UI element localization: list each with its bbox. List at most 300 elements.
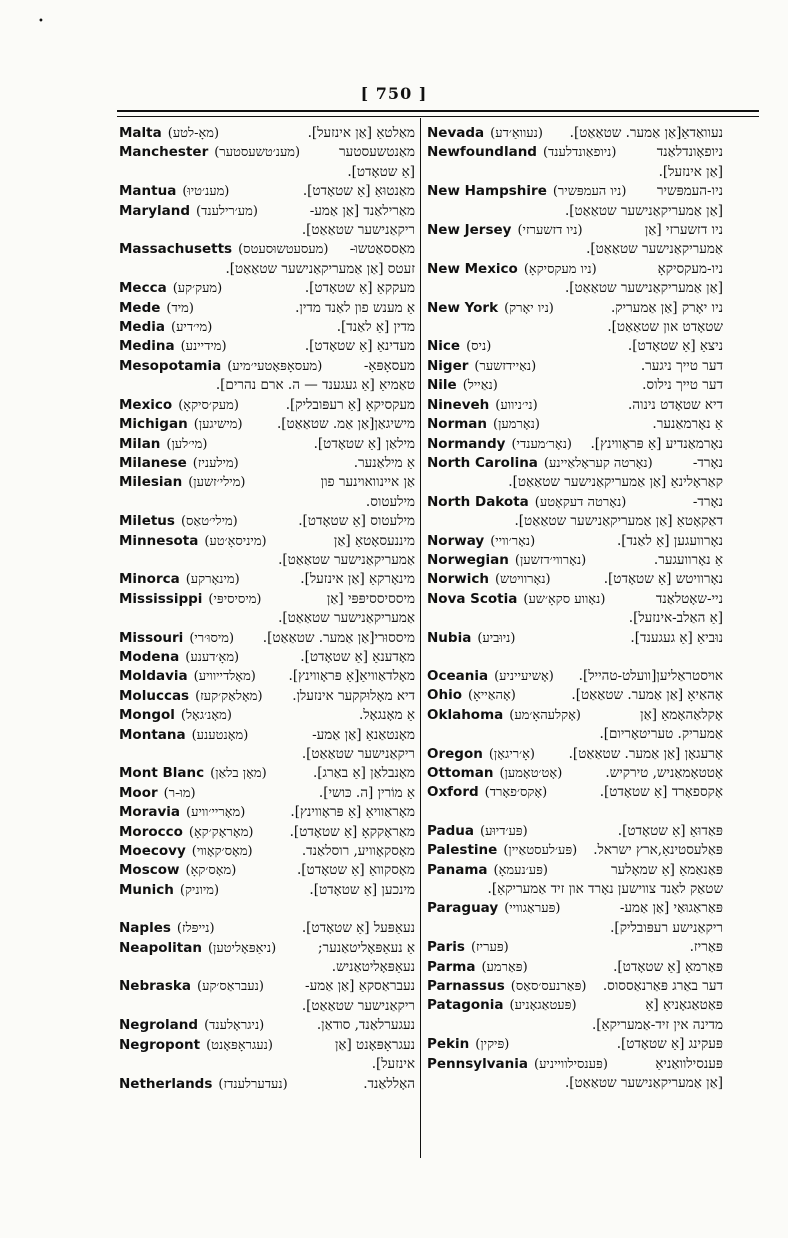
dictionary-entry (427, 532, 723, 551)
entry-definition: מאַלטאַ [אַן אינזעל]. (307, 125, 415, 141)
entry-pronunciation: (פּאַרמע) (481, 959, 528, 975)
entry-pronunciation: (מיד) (166, 300, 194, 316)
dictionary-entry (119, 473, 415, 512)
left-column (119, 124, 415, 1094)
dictionary-entry (427, 686, 723, 705)
entry-term: North Carolina (427, 454, 538, 471)
entry-definition: מעסאָפּאָ- (363, 357, 415, 374)
entry-term: Newfoundland (427, 144, 537, 161)
entry-definition: מאַנטוּאַ [אַ שטאָדט]. (302, 183, 415, 200)
entry-pronunciation: (מילי׳טאַס) (180, 514, 238, 530)
entry-pronunciation: (אָשיעייניע) (494, 668, 554, 684)
entry-pronunciation: (מידיינע) (180, 339, 227, 355)
entry-pronunciation: (מישיגען) (193, 417, 243, 433)
entry-pronunciation: (מעסאָפּאָטעי׳מיע) (227, 358, 323, 374)
entry-headline (119, 143, 415, 162)
entry-definition: מאַססאַטשוּ- (349, 241, 415, 258)
entry-term: Miletus (119, 513, 175, 530)
entry-pronunciation: (אָט׳טאָמען) (499, 766, 563, 781)
entry-headline (119, 570, 415, 589)
entry-headline (119, 202, 415, 221)
entry-definition: אַ מוֹרין [ה. כּושי]. (318, 784, 415, 801)
entry-headline (119, 629, 415, 648)
entry-definition: מינאָרקאַ [אַן אינזעל]. (300, 571, 415, 588)
entry-definition-continued: שטאָדט און שטאַאַט]. (607, 319, 723, 336)
dictionary-entry (427, 221, 723, 260)
entry-term: Munich (119, 881, 174, 898)
entry-definition: מינכען [אַ שטאָדט]. (309, 881, 415, 898)
entry-headline (119, 726, 415, 745)
dictionary-entry (119, 881, 415, 900)
dictionary-entry (427, 822, 723, 841)
entry-pronunciation: (מעק׳סיקאָ) (178, 397, 239, 413)
dictionary-entry (427, 182, 723, 221)
dictionary-entry (427, 590, 723, 629)
dictionary-entry (427, 1055, 723, 1094)
entry-definition: אַן איינוואוינער פון (320, 474, 415, 491)
entry-term: Oxford (427, 784, 479, 801)
entry-term: New Hampshire (427, 183, 547, 200)
column-divider (420, 118, 421, 1158)
dictionary-entry (119, 706, 415, 725)
entry-pronunciation: (פּע׳לעסטאַיין) (503, 843, 578, 859)
entry-headline (119, 415, 415, 434)
entry-definition-continued: ריקאַנישער שטאַאַט]. (301, 222, 415, 239)
corner-mark: • (38, 16, 44, 27)
entry-headline (119, 512, 415, 531)
entry-term: Parma (427, 958, 476, 975)
entry-definition-continued: אַמעריקאַנישער שטאַאַט]. (278, 551, 415, 568)
entry-term: Paris (427, 939, 465, 956)
entry-pronunciation: (נאָרטה דעקאָטע) (534, 494, 627, 510)
entry-pronunciation: (אָ׳ריגאָן) (488, 746, 535, 762)
entry-term: Palestine (427, 842, 498, 859)
dictionary-entry (427, 745, 723, 764)
entry-pronunciation: (פּיקין) (475, 1037, 510, 1053)
entry-term: Morocco (119, 823, 183, 840)
entry-headline (427, 899, 723, 918)
dictionary-entry (119, 279, 415, 298)
entry-headline (427, 822, 723, 841)
entry-definition-continued: טאַמיאַ [אַ געגענד — ה. ארם נהרים]. (215, 377, 415, 394)
entry-pronunciation: (מאָן בלאַן) (210, 766, 267, 782)
dictionary-entry (119, 861, 415, 880)
entry-term: Oklahoma (427, 706, 504, 723)
dictionary-entry (119, 629, 415, 648)
entry-pronunciation: (נאָר׳וויי) (490, 533, 536, 549)
dictionary-entry (119, 842, 415, 861)
entry-definition: מעקקאַ [אַ שטאָדט]. (304, 280, 415, 297)
dictionary-entry (119, 240, 415, 279)
dictionary-entry (119, 1016, 415, 1035)
entry-headline (427, 938, 723, 957)
entry-term: Naples (119, 920, 171, 937)
entry-definition-continued: זעטס [אַן אַמעריקאַנישער שטאַאַט]. (225, 260, 415, 277)
entry-term: Mede (119, 299, 161, 316)
entry-pronunciation: (מיוניק) (179, 882, 220, 898)
entry-headline (119, 803, 415, 822)
right-column (427, 124, 723, 1094)
entry-pronunciation: (מעסעטשוּסעטס) (238, 242, 329, 258)
entry-pronunciation: (מאָס׳קאָ) (185, 863, 237, 879)
entry-definition: ניו יאָרק [אַן אַמעריק. (611, 299, 723, 316)
entry-definition: מאָנטאַנאַ [אַן אַמע- (312, 726, 415, 743)
entry-definition-continued: אינזעל]. (371, 1056, 415, 1073)
entry-pronunciation: (ניאַפּאָליטען) (207, 940, 277, 956)
entry-term: Neapolitan (119, 939, 202, 956)
dictionary-entry (427, 415, 723, 434)
entry-definition: מילאַן [אַ שטאָדט]. (313, 435, 415, 452)
entry-term: Ohio (427, 687, 462, 704)
entry-term: Medina (119, 338, 175, 355)
dictionary-entry (427, 706, 723, 745)
entry-definition: פּעקינג [אַ שטאָדט]. (616, 1036, 723, 1053)
entry-definition: מאָראַוויאַ [אַ פּראָווינץ]. (290, 804, 415, 821)
entry-definition-continued: קאַראָלינאַ [אַן אַמעריקאַנישער שטאַאַט]. (508, 474, 723, 491)
entry-definition: מעקסיקאָ [אַ רעפּובליק]. (285, 396, 415, 413)
entry-headline (119, 881, 415, 900)
dictionary-entry (119, 939, 415, 978)
entry-definition-continued: [אַן אַמעריקאַנישער שטאַאַט]. (564, 202, 723, 219)
entry-pronunciation: (ניגראָלענד) (204, 1018, 265, 1034)
entry-headline (427, 629, 723, 648)
entry-term: Norway (427, 532, 485, 549)
dictionary-entry (119, 435, 415, 454)
dictionary-entry (427, 958, 723, 977)
entry-definition: ניו-העמפּשיר (656, 183, 723, 200)
entry-headline (427, 221, 723, 240)
entry-headline (119, 939, 415, 958)
entry-headline (119, 473, 415, 492)
entry-headline (427, 570, 723, 589)
entry-definition: מיננעסאָטאַ [אַן (333, 532, 415, 549)
entry-definition: מעדינאַ [אַ שטאָדט]. (304, 338, 415, 355)
dictionary-entry (427, 841, 723, 860)
entry-pronunciation: (מעק׳קע) (172, 281, 223, 297)
entry-pronunciation: (ניו העמפּשיר) (552, 184, 627, 200)
entry-definition: דער טייך נילוס. (642, 377, 723, 394)
entry-term: Mexico (119, 396, 173, 413)
dictionary-entry (119, 648, 415, 667)
entry-headline (427, 667, 723, 686)
dictionary-entry (427, 396, 723, 415)
entry-term: Manchester (119, 144, 209, 161)
entry-term: Oceania (427, 667, 489, 684)
entry-definition: פּענסילוואַניאַ (655, 1055, 723, 1072)
entry-pronunciation: (פּעטאַגאָניע) (509, 998, 577, 1014)
dictionary-entry (427, 667, 723, 686)
section-gap (119, 900, 415, 919)
dictionary-entry (119, 337, 415, 356)
entry-pronunciation: (נעגראָפּאָנט) (206, 1037, 273, 1053)
dictionary-entry (427, 143, 723, 182)
entry-term: Paraguay (427, 900, 499, 917)
entry-headline (119, 648, 415, 667)
entry-term: Minnesota (119, 532, 199, 549)
entry-pronunciation: (מאָלאַק׳קעז) (195, 688, 263, 704)
entry-headline (119, 590, 415, 609)
entry-definition-continued: נעאַפּאָליטאַניש. (331, 959, 415, 976)
entry-definition: מאָסקאָוויע, רוסלאַנד. (301, 843, 415, 860)
dictionary-entry (427, 357, 723, 376)
entry-definition: מאַנטשעסטער (339, 144, 415, 161)
entry-definition: ניו דזשערזי [אַן (644, 222, 723, 239)
entry-term: New Jersey (427, 222, 512, 239)
entry-pronunciation: (נעדערלענדז) (218, 1076, 288, 1092)
entry-headline (119, 532, 415, 551)
entry-headline (427, 260, 723, 279)
entry-definition-continued: דאַקאָטאַ [אַן אַמעריקאַנישער שטאַאַט]. (514, 513, 723, 530)
entry-headline (427, 435, 723, 454)
dictionary-entry (119, 396, 415, 415)
dictionary-entry (427, 570, 723, 589)
entry-pronunciation: (פּעראַגוויי) (504, 901, 561, 917)
entry-pronunciation: (אָהאַייאָ) (468, 688, 516, 704)
entry-definition: אָרעגאָן [אַן אַמער. שטאַאַט]. (568, 745, 723, 762)
dictionary-entry (427, 938, 723, 957)
entry-definition: מישיגאַן[אַן אַמ. שטאַאַט]. (276, 416, 415, 433)
dictionary-entry (427, 435, 723, 454)
entry-headline (119, 299, 415, 318)
dictionary-entry (119, 726, 415, 765)
entry-headline (119, 667, 415, 686)
entry-pronunciation: (ניו יאָרק) (504, 300, 554, 316)
entry-pronunciation: (ניו דזשערזי) (517, 223, 583, 239)
entry-definition-continued: [אַן אינזעל]. (658, 163, 723, 180)
entry-pronunciation: (מילי׳זשען) (188, 475, 246, 491)
dictionary-entry (119, 454, 415, 473)
dictionary-entry (119, 803, 415, 822)
dictionary-entry (119, 202, 415, 241)
section-gap (427, 803, 723, 822)
entry-term: Mecca (119, 280, 167, 297)
entry-headline (427, 745, 723, 764)
entry-term: Media (119, 319, 165, 336)
entry-term: Negroland (119, 1017, 199, 1034)
entry-headline (427, 1035, 723, 1054)
entry-definition: האָללאַנד. (363, 1075, 415, 1092)
entry-headline (427, 783, 723, 802)
entry-definition: מאָלדאַוויאַ[אַ פּראָווינץ]. (288, 668, 415, 685)
entry-term: Moravia (119, 804, 181, 821)
entry-pronunciation: (מענ׳טיוּ) (182, 184, 230, 200)
entry-headline (119, 337, 415, 356)
entry-definition: מילעטוס [אַ שטאָדט]. (298, 513, 415, 530)
entry-definition: פּאַרמאַ [אַ שטאָדט]. (613, 958, 723, 975)
entry-headline (427, 454, 723, 473)
entry-headline (119, 764, 415, 783)
entry-pronunciation: (ניס) (466, 339, 492, 355)
dictionary-entry (119, 764, 415, 783)
entry-headline (427, 551, 723, 570)
entry-definition: מאַראָקקאָ [אַ שטאָדט]. (289, 823, 415, 840)
entry-pronunciation: (פּע׳נעמאָ) (493, 862, 548, 878)
entry-term: New Mexico (427, 260, 518, 277)
entry-pronunciation: (מיניסאָ׳טע) (204, 533, 267, 549)
entry-pronunciation: (אָקס׳פאָרד) (484, 785, 548, 801)
entry-pronunciation: (אָקלעהאָ׳מע) (509, 707, 581, 723)
entry-definition: ניי-שאָטלאַנד (655, 590, 723, 607)
entry-definition-continued: [אַן אַמעריקאַנישער שטאַאַט]. (564, 1075, 723, 1092)
entry-pronunciation: (נעוואַ׳דע) (490, 126, 543, 141)
dictionary-entry (427, 899, 723, 938)
dictionary-entry (119, 919, 415, 938)
entry-definition: מיססוּרי[אַן אַמער. שטאַאַט]. (262, 629, 415, 646)
entry-term: Moor (119, 784, 158, 801)
dictionary-entry (427, 764, 723, 783)
entry-pronunciation: (נעבראַס׳קע) (197, 979, 264, 995)
entry-definition: מאַרילאַנד [אַן אַמע- (309, 202, 415, 219)
entry-pronunciation: (נייפּלז) (176, 921, 215, 937)
entry-term: Pennsylvania (427, 1055, 528, 1072)
dictionary-entry (119, 318, 415, 337)
entry-definition: נעבראַסקאַ [אַן אַמע- (305, 978, 415, 995)
entry-pronunciation: (מענ׳טשעסטער) (214, 145, 301, 161)
entry-definition: פּאַראַגוּאַי [אַן אַמע- (619, 900, 723, 917)
entry-pronunciation: (מינאָרקע) (185, 572, 240, 588)
entry-term: Panama (427, 861, 488, 878)
entry-headline (427, 143, 723, 162)
entry-pronunciation: (פּאַרנעס׳סאַס) (510, 979, 587, 995)
entry-headline (427, 182, 723, 201)
entry-headline (119, 861, 415, 880)
entry-definition-continued: אַמעריקאַנישער שטאַאַט]. (278, 610, 415, 627)
entry-headline (119, 318, 415, 337)
entry-term: Nevada (427, 125, 485, 141)
dictionary-entry (119, 977, 415, 1016)
entry-headline (427, 124, 723, 143)
entry-definition: פּאַדוּאַ [אַ שטאָדט]. (617, 822, 723, 839)
entry-term: Michigan (119, 416, 188, 433)
entry-definition: נוּביאַ [אַ געגענד]. (630, 629, 723, 646)
entry-term: Pekin (427, 1036, 470, 1053)
entry-definition-continued: ריקאַנישע רעפּובליק]. (610, 919, 723, 936)
entry-definition: נעגראָפּאָנט [אַן (334, 1036, 415, 1053)
header-rule-thick (117, 110, 759, 112)
header-rule-thin (117, 116, 759, 117)
entry-term: Netherlands (119, 1075, 213, 1092)
entry-definition: אָטטאָמאַניש, טירקיש. (605, 765, 723, 781)
entry-term: Missouri (119, 629, 184, 646)
entry-term: Milesian (119, 474, 183, 491)
entry-headline (119, 182, 415, 201)
entry-definition: נאָרמאַנדיע [אַ פּראָווינץ]. (590, 435, 723, 452)
entry-definition: נעוואַדאַ[אַן אַמער. שטאַאַט]. (569, 125, 723, 141)
entry-term: Nineveh (427, 396, 490, 413)
entry-pronunciation: (מילעניז) (192, 455, 239, 471)
entry-pronunciation: (מאָנטענע) (191, 727, 249, 743)
section-gap (427, 648, 723, 667)
entry-headline (427, 958, 723, 977)
entry-definition: ניצאַ [אַ שטאָדט]. (627, 338, 723, 355)
entry-headline (427, 1055, 723, 1074)
entry-definition: אָקספאָרד [אַ שטאָדט]. (599, 784, 723, 801)
entry-definition: אַ מאָנגאָל. (358, 707, 415, 724)
entry-definition: מאָסקוואַ [אַ שטאָדט]. (297, 862, 415, 879)
entry-term: Montana (119, 726, 186, 743)
entry-pronunciation: (פּעריז) (470, 940, 509, 956)
dictionary-entry (119, 415, 415, 434)
dictionary-entry (427, 996, 723, 1035)
dictionary-entry (119, 124, 415, 143)
entry-headline (119, 919, 415, 938)
entry-headline (427, 357, 723, 376)
entry-definition: אויסטראַליען[וועלט-טהייל]. (578, 667, 723, 684)
entry-definition: פּאַלעסטינאַ,ארץ ישראל. (593, 842, 723, 859)
entry-definition: נאָרד- (692, 454, 723, 471)
entry-term: Niger (427, 357, 469, 374)
entry-pronunciation: (ניופאַונדלענד) (542, 145, 617, 161)
entry-definition: מאָדענאַ [אַ שטאָדט]. (300, 648, 415, 665)
entry-headline (119, 706, 415, 725)
entry-headline (427, 493, 723, 512)
entry-pronunciation: (מאָ-לטע) (167, 126, 220, 141)
entry-term: Mont Blanc (119, 765, 205, 782)
entry-headline (119, 454, 415, 473)
dictionary-entry (119, 590, 415, 629)
entry-definition: אַ מילאַנער. (353, 454, 415, 471)
entry-pronunciation: (נאָרמען) (493, 417, 540, 433)
entry-term: Massachusetts (119, 241, 233, 258)
entry-term: Moluccas (119, 687, 190, 704)
dictionary-entry (427, 454, 723, 493)
entry-headline (427, 396, 723, 415)
entry-term: Ottoman (427, 765, 494, 781)
entry-definition-continued: אַמעריקאַנישער שטאַאַט]. (586, 241, 723, 258)
dictionary-entry (427, 977, 723, 996)
entry-headline (119, 842, 415, 861)
dictionary-entry (427, 1035, 723, 1054)
entry-pronunciation: (מיסיסיפּי) (208, 591, 262, 607)
entry-term: Mesopotamia (119, 357, 222, 374)
dictionary-entry (119, 823, 415, 842)
entry-definition: אַ נאָרוועגער. (653, 551, 723, 568)
entry-headline (119, 687, 415, 706)
entry-headline (119, 784, 415, 803)
dictionary-entry (427, 551, 723, 570)
entry-term: Milanese (119, 454, 187, 471)
entry-definition: דער טייך ניגער. (640, 357, 723, 374)
entry-pronunciation: (נאָרטה קעראָלאַיינע) (543, 455, 653, 471)
entry-definition-continued: [אַ האַלב-אינזעל]. (628, 610, 723, 627)
entry-pronunciation: (נאָווע סקאָ׳שע) (523, 591, 606, 607)
entry-headline (119, 240, 415, 259)
dictionary-entry (119, 143, 415, 182)
dictionary-entry (119, 1075, 415, 1094)
dictionary-entry (119, 299, 415, 318)
entry-headline (427, 376, 723, 395)
entry-pronunciation: (נאָר׳מענדי) (511, 436, 572, 452)
entry-pronunciation: (נאַייל) (462, 378, 498, 394)
entry-definition: נאָרד- (692, 493, 723, 510)
entry-pronunciation: (מאָנ׳גאָל) (180, 708, 232, 724)
entry-definition: אַ נאָרמאַנער. (652, 416, 723, 433)
entry-term: Mantua (119, 183, 177, 200)
entry-definition: נאָרוויטש [אַ שטאָדט]. (603, 571, 723, 588)
entry-definition: דיא מאָלוּקקער אינזעלן. (292, 687, 415, 704)
entry-pronunciation: (מיסוּ׳רי) (189, 630, 235, 646)
dictionary-entry (427, 783, 723, 802)
entry-pronunciation: (מי׳דיע) (171, 320, 213, 336)
entry-headline (427, 686, 723, 705)
dictionary-entry (427, 299, 723, 338)
entry-term: Mississippi (119, 590, 203, 607)
entry-term: Patagonia (427, 997, 504, 1014)
entry-term: North Dakota (427, 493, 529, 510)
dictionary-entry (119, 570, 415, 589)
dictionary-entry (119, 357, 415, 396)
entry-pronunciation: (מוּ-ר) (163, 785, 196, 801)
